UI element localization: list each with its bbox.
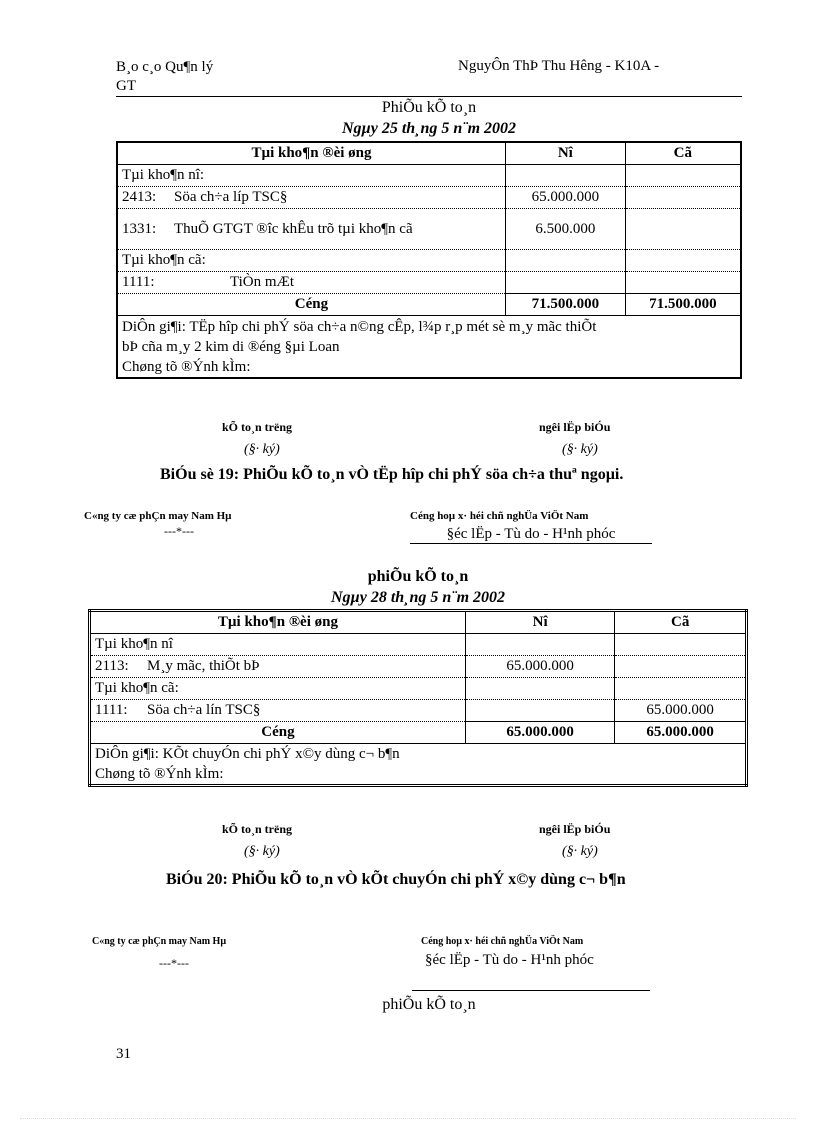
col-credit-header: Cã	[615, 611, 747, 634]
republic-name: Céng hoµ x· héi chñ nghÜa ViÖt Nam	[421, 936, 584, 947]
attachment-label: Chøng tõ ®Ýnh kÌm:	[122, 359, 251, 375]
sign-preparer-status: (§· ký)	[562, 844, 598, 859]
row-credit	[615, 634, 747, 656]
total-debit: 71.500.000	[505, 294, 625, 316]
row-account-name: TiÒn mÆt	[230, 274, 295, 290]
explanation-line: DiÔn gi¶i: TËp hîp chi phÝ söa ch÷a n©ng cÊp, l¾p r¸p mét sè m¸y mãc thiÕt	[122, 319, 597, 335]
national-motto: §éc lËp - Tù do - H¹nh phóc	[425, 952, 594, 968]
row-account-name: Söa ch÷a lín TSC§	[147, 702, 261, 718]
header-left	[116, 58, 213, 96]
row-debit	[465, 700, 615, 722]
row-account-code: 1331:	[122, 221, 157, 237]
row-account-name: M¸y mãc, thiÕt bÞ	[147, 658, 260, 674]
motto-rule	[412, 990, 650, 991]
sign-preparer: ngêi lËp biÓu	[539, 822, 611, 836]
row-credit: 65.000.000	[615, 700, 747, 722]
company-name: C«ng ty cæ phÇn may Nam Hµ	[84, 510, 232, 522]
row-credit	[625, 209, 741, 250]
voucher2-table	[88, 609, 748, 787]
total-credit: 65.000.000	[615, 722, 747, 744]
row-debit	[505, 250, 625, 272]
total-label: Céng	[90, 722, 466, 744]
total-credit: 71.500.000	[625, 294, 741, 316]
row-credit	[625, 187, 741, 209]
total-row	[117, 294, 741, 316]
row-credit	[625, 250, 741, 272]
row-credit	[625, 165, 741, 187]
page-edge	[20, 1118, 796, 1119]
table-header-row	[90, 611, 747, 634]
header-rule	[116, 96, 742, 97]
sign-accountant-status: (§· ký)	[244, 442, 280, 457]
total-debit: 65.000.000	[465, 722, 615, 744]
table-row	[90, 656, 747, 678]
explanation-row	[90, 744, 747, 786]
total-row	[90, 722, 747, 744]
row-account-name: Söa ch÷a líp TSC§	[174, 189, 288, 205]
sign-accountant: kÕ to¸n trëng	[222, 420, 292, 434]
row-account-name: Tµi kho¶n nî:	[122, 167, 205, 183]
sign-preparer-status: (§· ký)	[562, 442, 598, 457]
page-number: 31	[116, 1046, 131, 1062]
row-debit: 65.000.000	[465, 656, 615, 678]
voucher1-date: Ngµy 25 th¸ng 5 n¨m 2002	[341, 120, 517, 137]
table-row	[117, 250, 741, 272]
row-account-code: 2113:	[95, 658, 129, 674]
col-debit-header: Nî	[505, 142, 625, 165]
sign-accountant: kÕ to¸n trëng	[222, 822, 292, 836]
row-debit	[465, 678, 615, 700]
national-motto: §éc lËp - Tù do - H¹nh phóc	[410, 526, 652, 544]
voucher2-date: Ngµy 28 th¸ng 5 n¨m 2002	[330, 589, 506, 606]
row-debit	[505, 165, 625, 187]
voucher1-table	[116, 141, 742, 379]
table-row	[90, 700, 747, 722]
row-account-code: 2413:	[122, 189, 157, 205]
total-label: Céng	[117, 294, 505, 316]
row-credit	[625, 272, 741, 294]
row-account-name: Tµi kho¶n cã:	[95, 680, 179, 696]
figure-caption: BiÓu 20: PhiÕu kÕ to¸n vÒ kÕt chuyÓn chi phÝ x©y dùng c¬ b¶n	[166, 871, 626, 888]
table-row	[117, 165, 741, 187]
figure-caption: BiÓu sè 19: PhiÕu kÕ to¸n vÒ tËp hîp chi phÝ söa ch÷a thuª ngoµi.	[160, 466, 624, 483]
row-debit: 6.500.000	[505, 209, 625, 250]
col-account-header: Tµi kho¶n ®èi øng	[117, 142, 505, 165]
voucher3-title: phiÕu kÕ to¸n	[382, 996, 476, 1013]
row-debit	[465, 634, 615, 656]
row-account-code: 1111:	[122, 274, 155, 290]
row-account-code: 1111:	[95, 702, 128, 718]
table-row	[117, 272, 741, 294]
table-row	[117, 209, 741, 250]
row-account-name: Tµi kho¶n cã:	[122, 252, 206, 268]
explanation-line: DiÔn gi¶i: KÕt chuyÓn chi phÝ x©y dùng c¬ b¶n	[95, 746, 400, 762]
header-report-title: B¸o c¸o Qu¶n lý	[116, 59, 214, 75]
row-credit	[615, 656, 747, 678]
col-credit-header: Cã	[625, 142, 741, 165]
row-account-name: Tµi kho¶n nî	[95, 636, 173, 652]
table-row	[117, 187, 741, 209]
row-credit	[615, 678, 747, 700]
col-debit-header: Nî	[465, 611, 615, 634]
republic-name: Céng hoµ x· héi chñ nghÜa ViÖt Nam	[410, 510, 589, 522]
explanation-row	[117, 316, 741, 379]
sign-preparer: ngêi lËp biÓu	[539, 420, 611, 434]
voucher2-title: phiÕu kÕ to¸n	[367, 568, 469, 585]
company-separator: ---*---	[159, 956, 189, 970]
row-debit: 65.000.000	[505, 187, 625, 209]
table-row	[90, 678, 747, 700]
attachment-label: Chøng tõ ®Ýnh kÌm:	[95, 766, 224, 782]
explanation-line: bÞ cña m¸y 2 kim di ®éng §µi Loan	[122, 339, 340, 355]
sign-accountant-status: (§· ký)	[244, 844, 280, 859]
row-debit	[505, 272, 625, 294]
header-author: NguyÔn ThÞ Thu Hêng - K10A -	[458, 58, 660, 74]
company-separator: ---*---	[164, 524, 194, 538]
col-account-header: Tµi kho¶n ®èi øng	[90, 611, 466, 634]
table-row	[90, 634, 747, 656]
header-report-title-cont: GT	[116, 78, 136, 94]
table-header-row	[117, 142, 741, 165]
voucher1-title: PhiÕu kÕ to¸n	[381, 99, 477, 116]
company-name: C«ng ty cæ phÇn may Nam Hµ	[92, 936, 227, 947]
row-account-name: ThuÕ GTGT ®îc khÊu trõ tµi kho¶n cã	[174, 221, 413, 237]
